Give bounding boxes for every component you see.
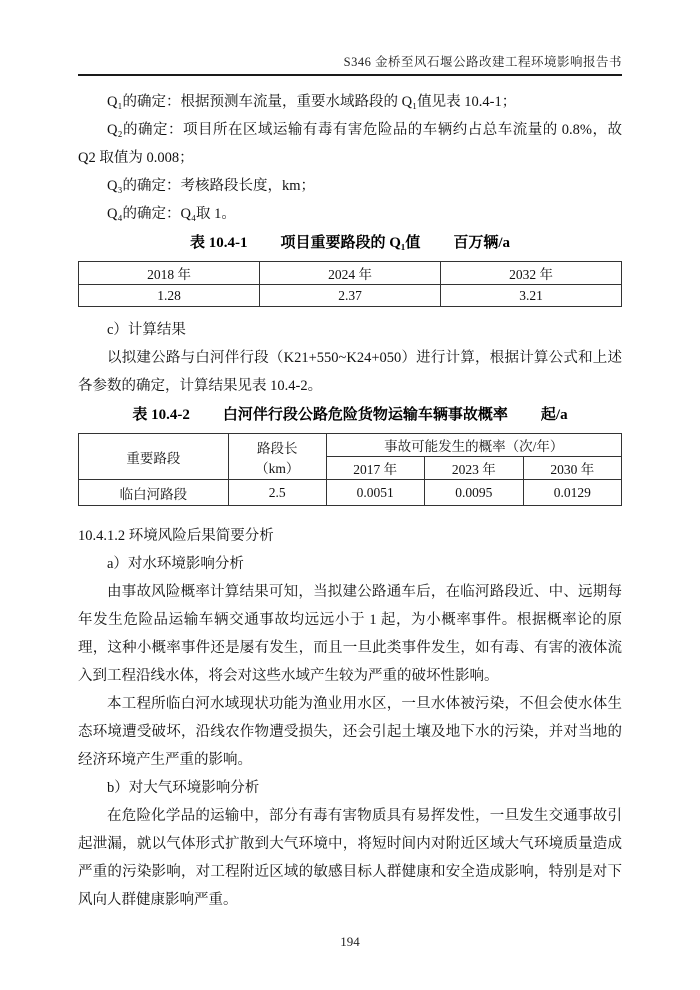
table-accident-probability — [78, 433, 622, 506]
table2-header-row-1 — [79, 434, 622, 457]
table2-segment-length: 2.5 — [228, 480, 326, 506]
table1-col-2032: 2032 年 — [441, 262, 622, 285]
paragraph-a2: 本工程所临白河水域现状功能为渔业用水区，一旦水体被污染，不但会使水体生态环境遭受破坏，沿线农作物遭受损失，还会引起土壤及地下水的污染，并对当地的经济环境产生严重的影响。 — [78, 696, 622, 768]
section-label-b: b）对大气环境影响分析 — [107, 780, 260, 796]
table2-value-2017: 0.0051 — [326, 480, 424, 506]
table2-value-2030: 0.0129 — [523, 480, 621, 506]
table1-caption-label: 表 10.4-1 — [189, 235, 248, 251]
table1-col-2024: 2024 年 — [260, 262, 441, 285]
table1-value-2032: 3.21 — [441, 285, 622, 307]
table1-header-row — [79, 262, 622, 285]
page-header — [78, 52, 622, 76]
paragraph-q2: Q₂的确定：项目所在区域运输有毒有害危险品的车辆约占总车流量的 0.8%，故 Q2 取值为 0.008； — [78, 122, 622, 166]
table2-caption-title: 白河伴行段公路危险货物运输车辆事故概率 — [222, 407, 508, 423]
heading-10-4-1-2: 10.4.1.2 环境风险后果简要分析 — [78, 528, 274, 544]
table2-value-2023: 0.0095 — [424, 480, 523, 506]
table2-col-length-line2: （km） — [255, 460, 300, 476]
table1-value-row — [79, 285, 622, 307]
section-label-a: a）对水环境影响分析 — [107, 556, 244, 572]
table1-col-2018: 2018 年 — [79, 262, 260, 285]
table1-value-2018: 1.28 — [79, 285, 260, 307]
header-title: S346 金桥至风石堰公路改建工程环境影响报告书 — [343, 55, 622, 69]
paragraph-q3: Q₃的确定：考核路段长度，km； — [107, 178, 316, 194]
table2-col-2023: 2023 年 — [424, 457, 523, 480]
paragraph-q1: Q₁的确定：根据预测车流量，重要水域路段的 Q₁值见表 10.4-1； — [107, 94, 517, 110]
table2-data-row — [79, 480, 622, 506]
table2-col-probability: 事故可能发生的概率（次/年） — [326, 434, 621, 457]
table2-col-length — [228, 434, 326, 480]
table2-caption-unit: 起/a — [540, 407, 568, 423]
section-label-c: c）计算结果 — [107, 322, 186, 338]
table1-caption — [78, 231, 622, 255]
table2-col-2017: 2017 年 — [326, 457, 424, 480]
table2-segment-name: 临白河路段 — [79, 480, 229, 506]
page-number: 194 — [340, 934, 360, 949]
body-text — [78, 88, 622, 950]
table1-caption-unit: 百万辆/a — [453, 235, 511, 251]
table1-caption-title: 项目重要路段的 Q₁值 — [280, 235, 421, 251]
paragraph-q4: Q₄的确定：Q₄取 1。 — [107, 206, 236, 222]
paragraph-a1: 由事故风险概率计算结果可知，当拟建公路通车后，在临河路段近、中、远期每年发生危险品运输车辆交通事故均远远小于 1 起，为小概率事件。根据概率论的原理，这种小概率事件还是屡有发生，而且一旦此类事件发生，如有毒、有害的液体流入到工程沿线水体，将会对这些水域产生较为严重的破坏性影响。 — [78, 584, 622, 684]
table2-caption-label: 表 10.4-2 — [132, 407, 190, 423]
table2-col-segment: 重要路段 — [79, 434, 229, 480]
paragraph-b1: 在危险化学品的运输中，部分有毒有害物质具有易挥发性，一旦发生交通事故引起泄漏，就以气体形式扩散到大气环境中，将短时间内对附近区域大气环境质量造成严重的污染影响，对工程附近区域的敏感目标人群健康和安全造成影响，特别是对下风向人群健康影响严重。 — [78, 808, 622, 908]
table1-value-2024: 2.37 — [260, 285, 441, 307]
table2-col-length-line1: 路段长 — [256, 440, 298, 456]
table-q1-values — [78, 261, 622, 307]
table2-col-2030: 2030 年 — [523, 457, 621, 480]
paragraph-c: 以拟建公路与白河伴行段（K21+550~K24+050）进行计算，根据计算公式和上述各参数的确定，计算结果见表 10.4-2。 — [78, 350, 622, 394]
table2-caption — [78, 403, 622, 427]
